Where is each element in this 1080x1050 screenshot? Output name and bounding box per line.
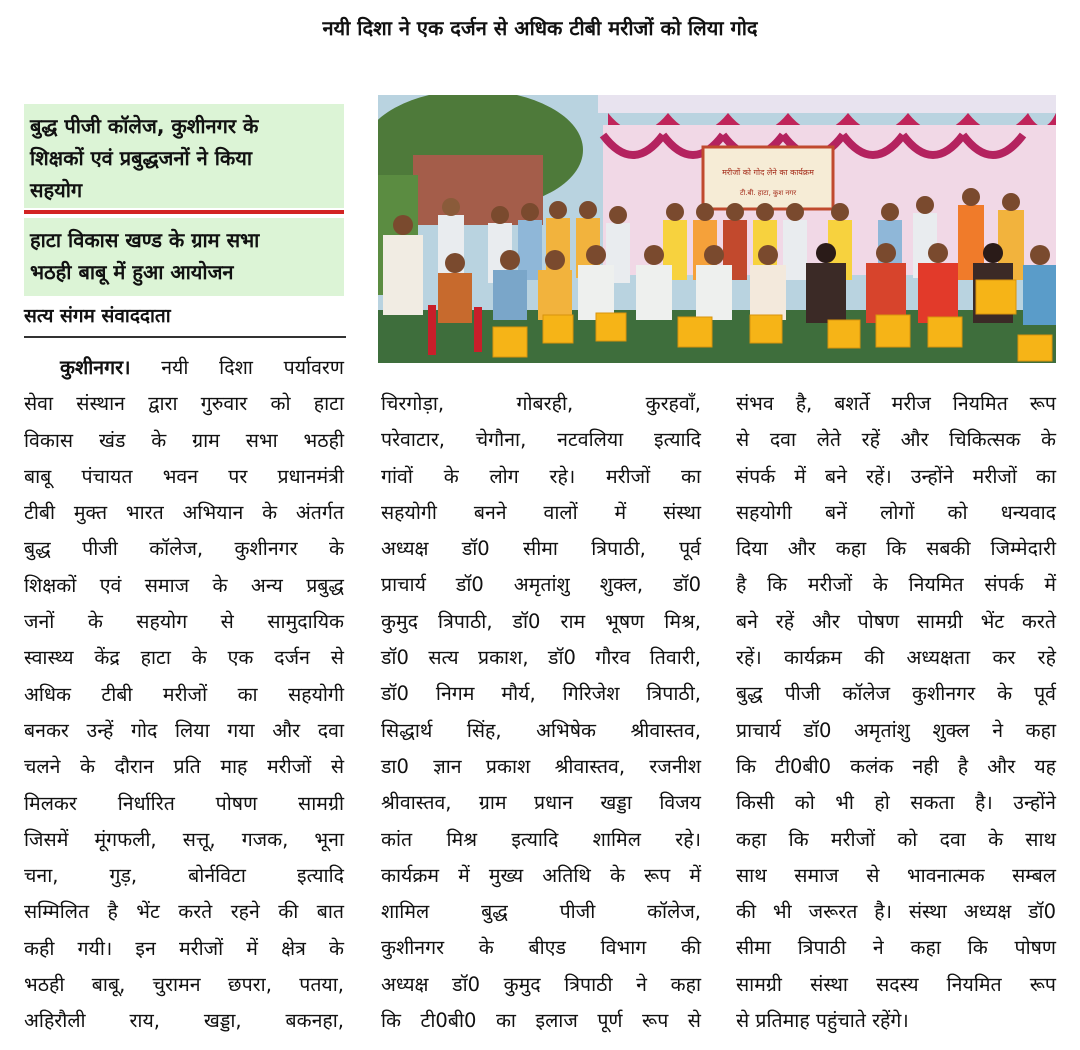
- banner-text: मरीजों को गोद लेने का कार्यक्रम: [722, 168, 814, 177]
- article-line: मिलकर निर्धारित पोषण सामग्री: [24, 791, 344, 815]
- article-line: सीमा त्रिपाठी ने कहा कि पोषण: [736, 936, 1056, 960]
- article-line: बनकर उन्हें गोद लिया गया और दवा: [24, 718, 344, 742]
- article-column-1: [24, 350, 344, 1040]
- article-line: अध्यक्ष डॉ0 सीमा त्रिपाठी, पूर्व: [381, 537, 701, 561]
- byline-divider: [24, 336, 346, 338]
- article-line: प्राचार्य डॉ0 अमृतांशु शुक्ल, डॉ0: [381, 573, 701, 597]
- subheading-line: सहयोग: [30, 178, 83, 202]
- article-line: चलने के दौरान प्रति माह मरीजों से: [24, 755, 344, 779]
- subheading-line: बुद्ध पीजी कॉलेज, कुशीनगर के: [30, 114, 259, 138]
- article-line: सहयोगी बनें लोगों को धन्यवाद: [736, 500, 1056, 524]
- subheading-box-1: [24, 104, 344, 208]
- article-column-2: [381, 386, 701, 1039]
- article-line: कुमुद त्रिपाठी, डॉ0 राम भूषण मिश्र,: [381, 609, 701, 633]
- article-line: टीबी मुक्त भारत अभियान के अंतर्गत: [24, 501, 344, 525]
- article-line: दिया और कहा कि सबकी जिम्मेदारी: [736, 537, 1056, 561]
- banner-text: टी.बी. हाटा, कुश नगर: [739, 189, 797, 197]
- article-line: कही गयी। इन मरीजों में क्षेत्र के: [24, 936, 344, 960]
- article-line: डॉ0 सत्य प्रकाश, डॉ0 गौरव तिवारी,: [381, 646, 701, 670]
- article-line: चना, गुड़, बोर्नविटा इत्यादि: [24, 864, 344, 888]
- article-line: शिक्षकों एवं समाज के अन्य प्रबुद्ध: [24, 573, 344, 597]
- article-line: सामग्री संस्था सदस्य नियमित रूप: [736, 972, 1056, 996]
- article-line: है कि मरीजों के नियमित संपर्क में: [736, 573, 1056, 597]
- article-line: कि टी0बी0 का इलाज पूर्ण रूप से: [381, 1009, 701, 1033]
- article-line: सेवा संस्थान द्वारा गुरुवार को हाटा: [24, 392, 344, 416]
- article-line: संपर्क में बने रहें। उन्होंने मरीजों का: [736, 464, 1056, 488]
- article-line: कुशीनगर के बीएड विभाग की: [381, 936, 701, 960]
- subheading-line: शिक्षकों एवं प्रबुद्धजनों ने किया: [30, 146, 253, 170]
- article-line: अधिक टीबी मरीजों का सहयोगी: [24, 682, 344, 706]
- article-line: विकास खंड के ग्राम सभा भठही: [24, 428, 344, 452]
- subheading-box-2: [24, 218, 344, 296]
- article-line: चिरगोड़ा, गोबरही, कुरहवाँ,: [381, 392, 701, 415]
- article-line: स्वास्थ्य केंद्र हाटा के एक दर्जन से: [24, 646, 344, 670]
- article-line: कि टी0बी0 कलंक नही है और यह: [736, 754, 1056, 778]
- event-photo: [378, 95, 1056, 363]
- article-line: बुद्ध पीजी कॉलेज कुशीनगर के पूर्व: [736, 682, 1056, 706]
- article-line: जनों के सहयोग से सामुदायिक: [24, 610, 344, 634]
- article-line: कार्यक्रम में मुख्य अतिथि के रूप में: [381, 863, 701, 887]
- red-divider: [24, 210, 344, 214]
- article-line: की भी जरूरत है। संस्था अध्यक्ष डॉ0: [736, 900, 1056, 924]
- article-line: बुद्ध पीजी कॉलेज, कुशीनगर के: [24, 537, 344, 561]
- dateline: कुशीनगर।: [60, 356, 131, 379]
- article-line: सिद्धार्थ सिंह, अभिषेक श्रीवास्तव,: [381, 718, 701, 742]
- subheading-line: हाटा विकास खण्ड के ग्राम सभा: [30, 228, 260, 252]
- article-line: [24, 350, 344, 386]
- article-line: श्रीवास्तव, ग्राम प्रधान खड्डा विजय: [381, 791, 701, 815]
- article-line: प्राचार्य डॉ0 अमृतांशु शुक्ल ने कहा: [736, 718, 1056, 742]
- article-line: बाबू पंचायत भवन पर प्रधानमंत्री: [24, 464, 344, 488]
- article-line: गांवों के लोग रहे। मरीजों का: [381, 464, 701, 488]
- article-line: साथ समाज से भावनात्मक सम्बल: [736, 863, 1056, 887]
- headline: नयी दिशा ने एक दर्जन से अधिक टीबी मरीजों को लिया गोद: [322, 16, 758, 40]
- article-line: भठही बाबू, चुरामन छपरा, पतया,: [24, 973, 344, 997]
- article-line: रहें। कार्यक्रम की अध्यक्षता कर रहे: [736, 646, 1056, 670]
- article-line: कांत मिश्र इत्यादि शामिल रहे।: [381, 827, 701, 851]
- article-line: किसी को भी हो सकता है। उन्होंने: [736, 791, 1056, 815]
- article-line: डॉ0 निगम मौर्य, गिरिजेश त्रिपाठी,: [381, 682, 701, 706]
- article-column-3: [736, 386, 1056, 1039]
- article-line: से दवा लेते रहें और चिकित्सक के: [736, 428, 1056, 452]
- article-line: शामिल बुद्ध पीजी कॉलेज,: [381, 900, 701, 924]
- subheading-line: भठही बाबू में हुआ आयोजन: [30, 260, 234, 284]
- article-line: बने रहें और पोषण सामग्री भेंट करते: [736, 609, 1056, 633]
- article-line: डा0 ज्ञान प्रकाश श्रीवास्तव, रजनीश: [381, 754, 701, 778]
- article-line: अध्यक्ष डॉ0 कुमुद त्रिपाठी ने कहा: [381, 972, 701, 996]
- article-line: अहिरौली राय, खड्डा, बकनहा,: [24, 1009, 344, 1033]
- article-line: जिसमें मूंगफली, सत्तू, गजक, भूना: [24, 827, 344, 851]
- article-line: से प्रतिमाह पहुंचाते रहेंगे।: [736, 1009, 909, 1033]
- article-line-text: नयी दिशा पर्यावरण: [161, 356, 344, 379]
- article-line: संभव है, बशर्ते मरीज नियमित रूप: [736, 392, 1056, 415]
- article-line: सम्मिलित है भेंट करते रहने की बात: [24, 900, 344, 924]
- byline: सत्य संगम संवाददाता: [24, 305, 171, 327]
- article-line: सहयोगी बनने वालों में संस्था: [381, 500, 701, 524]
- article-line: परेवाटार, चेगौना, नटवलिया इत्यादि: [381, 428, 701, 452]
- article-line: कहा कि मरीजों को दवा के साथ: [736, 827, 1056, 851]
